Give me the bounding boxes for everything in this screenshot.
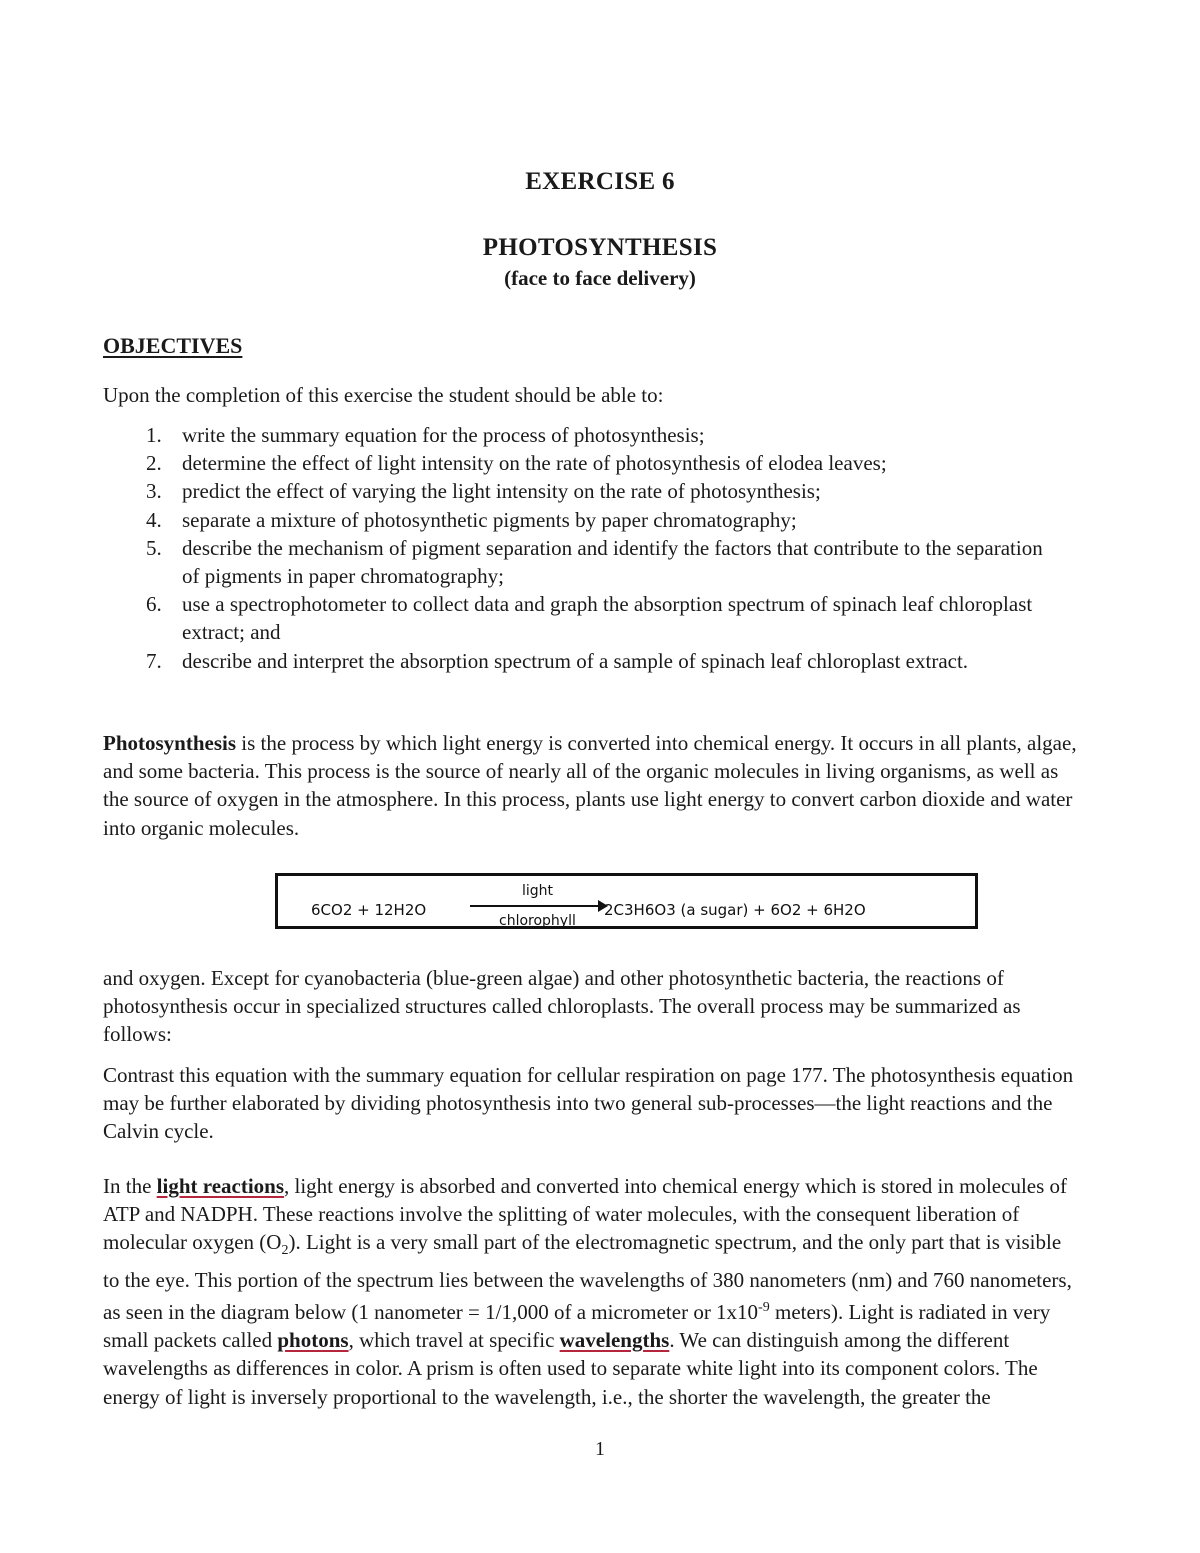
objective-text: use a spectrophotometer to collect data and graph the absorption spectrum of spinach leaf chloroplast extract; and xyxy=(182,592,1033,645)
objective-number: 7. xyxy=(146,648,162,673)
delivery-note: (face to face delivery) xyxy=(504,266,696,290)
objective-number: 2. xyxy=(146,451,162,476)
objective-number: 3. xyxy=(146,479,162,504)
term-photosynthesis: Photosynthesis xyxy=(103,731,237,755)
objective-item xyxy=(103,506,1063,534)
objective-item xyxy=(103,421,1063,449)
reaction-arrow-icon xyxy=(470,905,604,907)
equation-arrow-label-light: light xyxy=(522,883,554,899)
oxygen-subscript: 2 xyxy=(281,1243,289,1259)
objective-text: describe the mechanism of pigment separation and identify the factors that contribute to the separation of pigments in paper chromatography; xyxy=(182,535,1043,589)
exercise-title: EXERCISE 6 xyxy=(525,168,675,195)
paragraph-text: , light energy is absorbed and converted into chemical energy which is stored in molecules of ATP and NADPH. These reactions involve the splitting of water molecules, with the consequent liberation of molecular oxygen (O xyxy=(103,1174,1068,1255)
objectives-list xyxy=(103,421,1063,675)
topic-title: PHOTOSYNTHESIS xyxy=(482,234,718,261)
photosynthesis-equation-box xyxy=(275,873,978,929)
paragraph-text: . We can distinguish among the different wavelengths as differences in color. A prism is often used to separate white light into its component colors. The energy of light is inversely proportional to the wavelength, i.e., the shorter the wavelength, the greater the xyxy=(103,1328,1038,1409)
objectives-intro: Upon the completion of this exercise the student should be able to: xyxy=(103,383,664,407)
objective-item xyxy=(103,590,1063,646)
light-reactions-paragraph xyxy=(103,1172,1078,1411)
objectives-heading: OBJECTIVES xyxy=(103,333,243,358)
paragraph-text: is the process by which light energy is converted into chemical energy. It occurs in all plants, algae, and some bacteria. This process is the source of nearly all of the organic molecules in living organisms, as well as the source of oxygen in the atmosphere. In this process, plants use light energy to convert carbon dioxide and water into organic molecules. xyxy=(103,731,1077,840)
paragraph-text: , which travel at specific xyxy=(348,1328,560,1353)
objective-text: determine the effect of light intensity on the rate of photosynthesis of elodea leaves; xyxy=(182,451,887,476)
objective-item xyxy=(103,477,1063,505)
objective-text: describe and interpret the absorption spectrum of a sample of spinach leaf chloroplast extract. xyxy=(182,648,969,673)
equation-arrow-label-chlorophyll: chlorophyll xyxy=(499,913,576,929)
objective-number: 6. xyxy=(146,592,162,617)
objective-text: write the summary equation for the process of photosynthesis; xyxy=(182,423,705,447)
objective-number: 1. xyxy=(146,423,162,447)
paragraph-text: ). Light is a very small part of the electromagnetic spectrum, and the only part that is visible to the eye. This portion of the spectrum lies between the wavelengths of 380 nanometers (nm) and 760 nanometers, as seen in the diagram below (1 nanometer = 1/1,000 of a micrometer or 1x10 xyxy=(103,1230,1072,1324)
page-number: 1 xyxy=(595,1438,605,1460)
exponent-superscript: -9 xyxy=(758,1300,770,1315)
objective-item xyxy=(103,534,1063,590)
chloroplast-paragraph: and oxygen. Except for cyanobacteria (blue-green algae) and other photosynthetic bacteria, the reactions of photosynthesis occur in specialized structures called chloroplasts. The overall process may be summarized as follows: xyxy=(103,966,1021,1047)
term-wavelengths: wavelengths xyxy=(559,1328,670,1353)
paragraph-text: meters). Light is radiated in very small packets called xyxy=(103,1300,1051,1353)
objective-text: predict the effect of varying the light intensity on the rate of photosynthesis; xyxy=(182,479,821,504)
photosynthesis-definition-paragraph xyxy=(103,729,1078,842)
term-light-reactions: light reactions xyxy=(156,1174,285,1198)
contrast-paragraph: Contrast this equation with the summary equation for cellular respiration on page 177. The photosynthesis equation may be further elaborated by dividing photosynthesis into two general sub-processes—the light reactions and the Calvin cycle. xyxy=(103,1063,1074,1144)
objective-item xyxy=(103,449,1063,477)
objective-number: 4. xyxy=(146,507,162,532)
term-photons: photons xyxy=(277,1328,349,1353)
paragraph-text: In the xyxy=(103,1174,157,1198)
equation-products: 2C3H6O3 (a sugar) + 6O2 + 6H2O xyxy=(604,901,866,919)
objective-text: separate a mixture of photosynthetic pigments by paper chromatography; xyxy=(182,507,797,532)
objective-item xyxy=(103,647,1063,675)
equation-reactants: 6CO2 + 12H2O xyxy=(311,901,427,919)
objective-number: 5. xyxy=(146,535,162,560)
